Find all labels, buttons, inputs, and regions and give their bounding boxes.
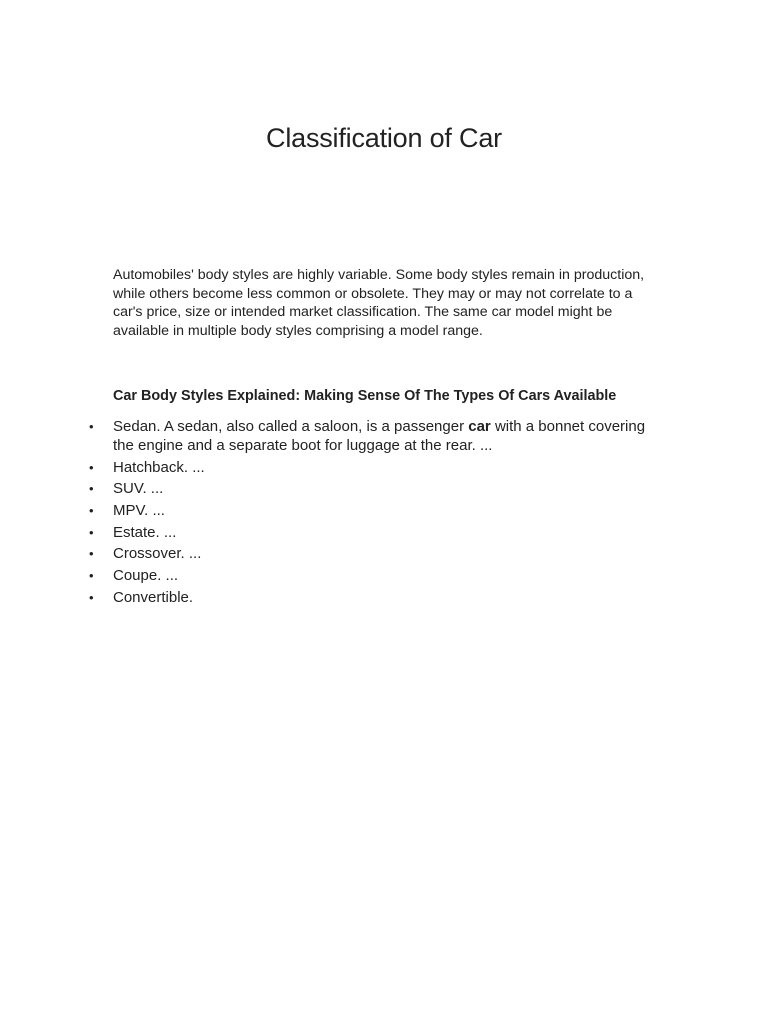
intro-paragraph: Automobiles' body styles are highly variable. Some body styles remain in production, while others become less common or obsolete. They may or may not correlate to a car's price, size or intended market classification. The same car model might be available in multiple body styles comprising a model range. <box>113 267 645 340</box>
list-item <box>0 544 658 563</box>
document-title: Classification of Car <box>266 123 502 153</box>
list-item <box>0 566 658 585</box>
list-item <box>0 458 658 477</box>
list-item-text: Convertible. <box>113 588 194 606</box>
list-item-bold-text: car <box>468 418 491 435</box>
list-item-text: Hatchback. ... <box>113 458 205 476</box>
list-item-text-continued: with a bonnet covering the engine and a separate boot for luggage at the rear. ... <box>113 418 646 454</box>
list-item <box>0 523 658 542</box>
bullet-icon: • <box>89 503 94 519</box>
bullet-icon: • <box>89 419 94 434</box>
bullet-icon: • <box>89 546 94 562</box>
section-heading: Car Body Styles Explained: Making Sense Of The Types Of Cars Available <box>113 388 617 404</box>
bullet-icon: • <box>89 481 94 497</box>
list-item-text: MPV. ... <box>113 502 165 520</box>
bullet-icon: • <box>89 459 94 475</box>
list-item <box>0 417 658 455</box>
list-item <box>0 588 658 607</box>
car-types-list <box>0 417 768 610</box>
list-item-text: Estate. ... <box>113 523 177 541</box>
list-item-text: Sedan. A sedan, also called a saloon, is a passenger <box>113 418 469 435</box>
bullet-icon: • <box>89 589 94 605</box>
list-item-text: Crossover. ... <box>113 545 202 563</box>
bullet-icon: • <box>89 568 94 584</box>
list-item <box>0 479 658 498</box>
bullet-icon: • <box>89 524 94 540</box>
list-item <box>0 501 658 520</box>
list-item-text: SUV. ... <box>113 480 164 498</box>
list-item-text: Coupe. ... <box>113 567 179 585</box>
